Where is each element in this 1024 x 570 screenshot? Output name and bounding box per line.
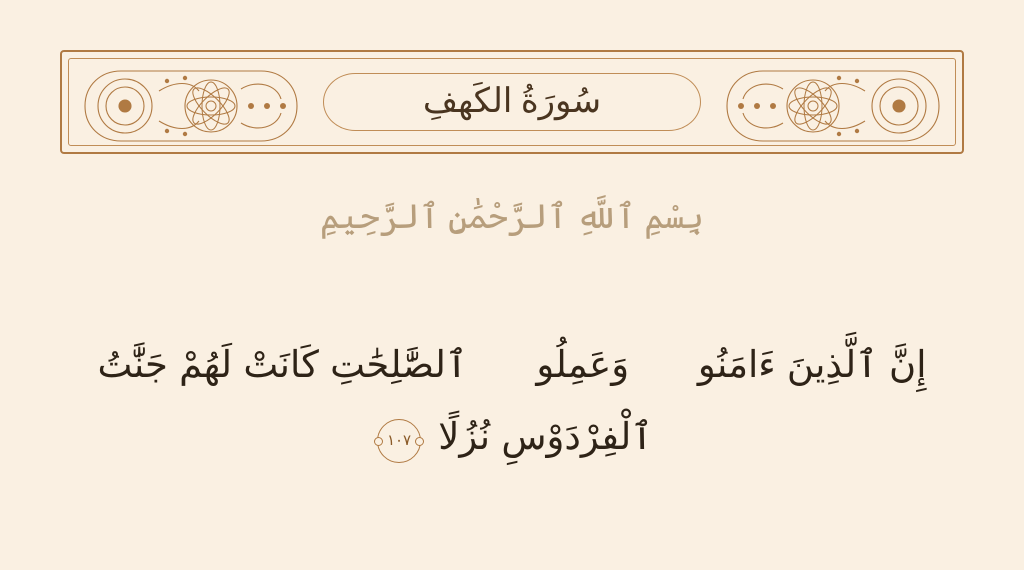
ornament-right-icon <box>723 67 943 145</box>
ornament-left-icon <box>81 67 301 145</box>
ayah-block <box>70 330 954 474</box>
surah-title-plate <box>323 73 701 131</box>
surah-header-banner <box>60 50 964 154</box>
surah-banner-inner-border <box>68 58 956 146</box>
ayah-number: ١٠٧ <box>386 432 412 449</box>
ayah-text: إِنَّ ٱلَّذِينَ ءَامَنُوا۟ وَعَمِلُوا۟ ٱلصَّٰلِحَٰتِ كَانَتْ لَهُمْ جَنَّٰتُ ٱلْفِرْدَوْسِ نُزُلًا <box>97 345 927 459</box>
basmala-text: بِسْمِ ٱللَّهِ ٱلرَّحْمَٰنِ ٱلرَّحِيمِ <box>319 199 705 236</box>
ayah-number-marker <box>377 419 421 463</box>
surah-title: سُورَةُ الكَهفِ <box>422 82 602 120</box>
